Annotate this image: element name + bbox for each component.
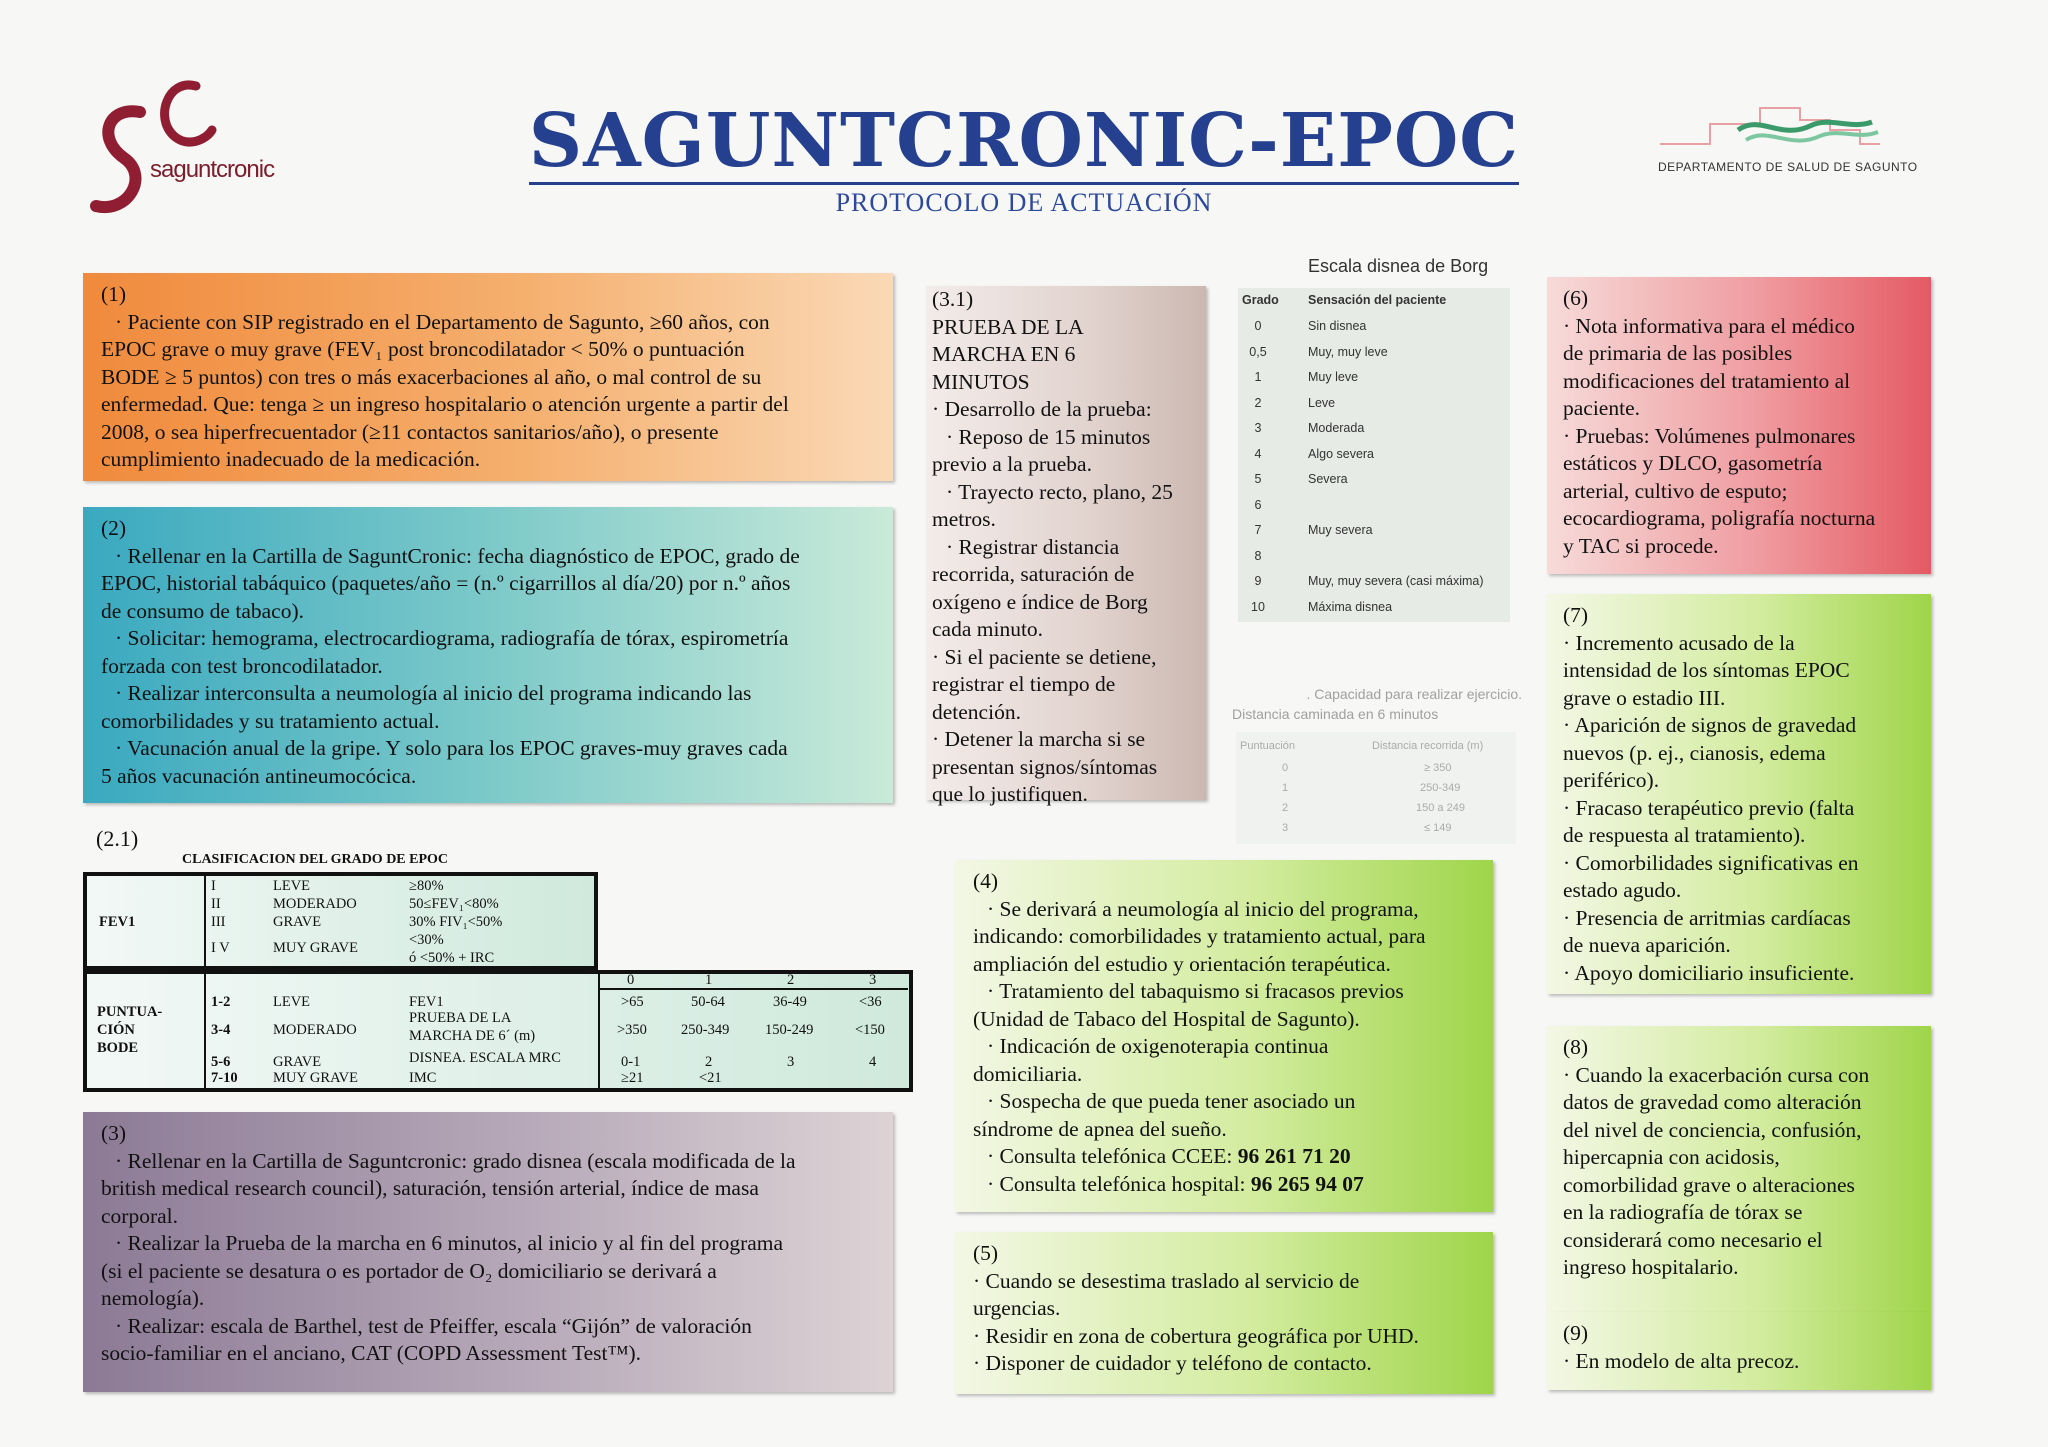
box-3-1-walk-test [926, 286, 1206, 806]
box-8-line: datos de gravedad como alteración [1563, 1090, 1862, 1114]
box-9-early-discharge [1547, 1312, 1931, 1390]
bode-range: 1-2 [211, 994, 231, 1010]
score-cell: 2 [705, 1054, 713, 1070]
walk-header-distance: Distancia recorrida (m) [1372, 740, 1484, 752]
department-logo-icon [1650, 100, 1910, 160]
box-7-line: intensidad de los síntomas EPOC [1563, 658, 1850, 682]
borg-row [1238, 493, 1510, 519]
borg-sensation: Muy severa [1308, 523, 1373, 537]
borg-row [1238, 569, 1510, 595]
walk-caption-line: Distancia caminada en 6 minutos [1232, 706, 1439, 722]
walk-distance: 150 a 249 [1416, 802, 1465, 814]
box-3-1-line: recorrida, saturación de [932, 562, 1135, 586]
box-3-line: · Realizar: escala de Barthel, test de Pfeiffer, escala “Gijón” de valoración [115, 1313, 752, 1338]
box-3-1-line: MINUTOS [932, 369, 1030, 394]
phone-ccee [973, 1143, 1475, 1171]
phone-hospital-label: · Consulta telefónica hospital: [987, 1171, 1251, 1196]
box-7-line: nuevos (p. ej., cianosis, edema [1563, 740, 1826, 765]
box-3-line: nemología). [101, 1286, 205, 1310]
borg-sensation: Muy leve [1308, 370, 1359, 384]
box-5-number: (5) [973, 1241, 999, 1265]
fev-criteria: <30% [409, 932, 444, 948]
score-cell: <36 [859, 994, 882, 1010]
classification-label: (2.1) [96, 826, 139, 851]
fev-grade: MUY GRAVE [273, 940, 358, 956]
box-5-line: · Cuando se desestima traslado al servicio de [973, 1268, 1360, 1293]
box-3-line: (si el paciente se desatura o es portador de O₂ domiciliario se derivará a [101, 1258, 717, 1283]
box-7-line: · Aparición de signos de gravedad [1563, 713, 1857, 737]
borg-row [1238, 518, 1510, 544]
walk-score: 3 [1282, 822, 1289, 834]
borg-sensation: Leve [1308, 395, 1336, 410]
borg-scale-title: Escala disnea de Borg [1308, 256, 1489, 276]
box-3-number: (3) [101, 1121, 127, 1145]
box-1-line: EPOC grave o muy grave (FEV₁ post broncodilatador < 50% o puntuación [101, 337, 745, 361]
borg-grade: 7 [1254, 523, 1262, 537]
box-2-line: de consumo de tabaco). [101, 598, 304, 623]
box-1-line: enfermedad. Que: tenga ≥ un ingreso hospitalario o atención urgente a partir del [101, 392, 789, 416]
score-cell: 4 [869, 1054, 877, 1070]
classification-title: CLASIFICACION DEL GRADO DE EPOC [182, 852, 449, 867]
logo-text: saguntcronic [150, 156, 275, 183]
score-cell: 3 [787, 1054, 795, 1070]
box-2-line: · Rellenar en la Cartilla de SaguntCronic: fecha diagnóstico de EPOC, grado de [115, 543, 800, 568]
box-3-1-line: · Si el paciente se detiene, [932, 644, 1157, 669]
table-divider [598, 988, 908, 990]
box-7-line: · Incremento acusado de la [1563, 630, 1795, 655]
bode-variable: PRUEBA DE LA [409, 1010, 512, 1026]
bode-classification-table [83, 970, 913, 1092]
borg-grade: 8 [1254, 548, 1262, 563]
borg-row [1238, 365, 1510, 391]
box-3-1-line: presentan signos/síntomas [932, 754, 1158, 779]
box-5-line: · Residir en zona de cobertura geográfica por UHD. [973, 1323, 1419, 1348]
box-8-hospital-admission [1547, 1026, 1931, 1312]
box-1-line: cumplimiento inadecuado de la medicación. [101, 447, 481, 471]
box-3-1-line: metros. [932, 507, 996, 531]
borg-sensation: Sin disnea [1308, 319, 1367, 333]
box-2-line: 5 años vacunación antineumocócica. [101, 763, 417, 788]
box-6-number: (6) [1563, 286, 1589, 310]
bode-grade: LEVE [273, 994, 311, 1010]
borg-header-sensation: Sensación del paciente [1308, 293, 1447, 307]
borg-grade: 4 [1254, 446, 1262, 461]
box-6-line: de primaria de las posibles [1563, 341, 1793, 365]
borg-sensation: Máxima disnea [1308, 599, 1393, 614]
box-8-line: considerará como necesario el [1563, 1227, 1823, 1252]
fev-grade: MODERADO [273, 896, 357, 912]
box-8-line: hipercapnia con acidosis, [1563, 1145, 1780, 1169]
box-3-1-line: · Reposo de 15 minutos [946, 424, 1151, 449]
box-6-line: estáticos y DLCO, gasometría [1563, 451, 1823, 475]
box-7-line: · Fracaso terapéutico previo (falta [1563, 795, 1855, 820]
box-7-line: · Presencia de arritmias cardíacas [1563, 905, 1851, 930]
box-4-line: síndrome de apnea del sueño. [973, 1116, 1227, 1141]
bode-range: 5-6 [211, 1054, 231, 1070]
phone-hospital-number[interactable]: 96 265 94 07 [1250, 1171, 1364, 1196]
walk-distance: 250-349 [1420, 782, 1461, 794]
borg-grade: 0,5 [1249, 344, 1267, 359]
fev-roman: II [211, 896, 221, 912]
score-cell: <150 [855, 1022, 885, 1038]
box-6-primary-care-note [1547, 277, 1931, 574]
department-logo [1650, 100, 1918, 180]
box-5-home-hospital [955, 1232, 1493, 1394]
walk-distance-table [1236, 732, 1516, 844]
borg-row [1238, 544, 1510, 570]
box-3-1-number: (3.1) [932, 287, 974, 311]
score-cell: ≥21 [621, 1070, 644, 1086]
box-3-line: · Rellenar en la Cartilla de Saguntcronic: grado disnea (escala modificada de la [115, 1148, 796, 1173]
fev-label: FEV1 [99, 914, 136, 930]
fev-roman: I [211, 878, 216, 894]
borg-row [1238, 595, 1510, 621]
score-header: 3 [869, 972, 877, 988]
borg-grade: 3 [1254, 421, 1262, 435]
box-3-1-line: oxígeno e índice de Borg [932, 589, 1148, 614]
box-3-1-line: registrar el tiempo de [932, 672, 1116, 696]
walk-row [1236, 798, 1516, 818]
borg-row [1238, 467, 1510, 493]
box-8-line: comorbilidad grave o alteraciones [1563, 1172, 1855, 1197]
box-3-1-line: · Trayecto recto, plano, 25 [946, 479, 1173, 504]
score-cell: 0-1 [621, 1054, 641, 1070]
box-4-line: indicando: comorbilidades y tratamiento actual, para [973, 924, 1426, 948]
score-cell: <21 [699, 1070, 722, 1086]
box-2-initial-actions [83, 507, 893, 803]
bode-grade: MODERADO [273, 1022, 357, 1038]
bode-variable: FEV1 [409, 994, 444, 1010]
box-3-1-line: detención. [932, 699, 1021, 724]
phone-ccee-number[interactable]: 96 261 71 20 [1237, 1144, 1351, 1168]
fev-criteria-extra: ó <50% + IRC [409, 950, 495, 966]
walk-row [1236, 758, 1516, 778]
box-7-line: estado agudo. [1563, 878, 1682, 902]
bode-grade: GRAVE [273, 1054, 322, 1070]
bode-variable: DISNEA. ESCALA MRC [409, 1050, 561, 1066]
walk-score: 0 [1282, 762, 1289, 774]
box-4-number: (4) [973, 869, 999, 893]
score-header: 2 [787, 972, 795, 988]
box-7-line: · Apoyo domiciliario insuficiente. [1563, 960, 1855, 985]
box-3-1-line: PRUEBA DE LA [932, 314, 1084, 339]
phone-hospital [973, 1171, 1475, 1199]
walk-distance: ≤ 149 [1424, 822, 1452, 834]
box-3-1-line: que lo justifiquen. [932, 782, 1088, 806]
score-cell: 36-49 [773, 994, 807, 1010]
score-cell: 250-349 [681, 1022, 730, 1038]
table-divider [204, 974, 206, 1088]
box-9-number: (9) [1563, 1321, 1589, 1345]
table-divider [204, 876, 206, 966]
box-4-line: · Tratamiento del tabaquismo si fracasos previos [987, 979, 1404, 1003]
box-8-number: (8) [1563, 1035, 1589, 1059]
box-8-line: ingreso hospitalario. [1563, 1255, 1739, 1279]
fev-roman: I V [211, 940, 230, 956]
box-2-line: comorbilidades y su tratamiento actual. [101, 708, 440, 733]
walk-header-score: Puntuación [1240, 740, 1296, 752]
fev-criteria: 30% FIV₁<50% [409, 914, 503, 930]
box-1-number: (1) [101, 282, 127, 306]
borg-grade: 6 [1254, 497, 1262, 512]
walk-score: 2 [1282, 802, 1289, 814]
walk-caption-line: . Capacidad para realizar ejercicio. [1306, 686, 1522, 702]
fev-roman: III [211, 914, 226, 930]
box-3-line: corporal. [101, 1203, 179, 1228]
score-cell: >350 [617, 1022, 647, 1038]
box-4-line: domiciliaria. [973, 1061, 1083, 1086]
borg-header-grade: Grado [1242, 293, 1279, 307]
box-4-line: ampliación del estudio y orientación terapéutica. [973, 951, 1391, 976]
department-name: DEPARTAMENTO DE SALUD DE SAGUNTO [1658, 160, 1918, 174]
box-2-line: · Realizar interconsulta a neumología al inicio del programa indicando las [115, 681, 752, 705]
page-subtitle: PROTOCOLO DE ACTUACIÓN [835, 188, 1213, 217]
phone-ccee-label: · Consulta telefónica CCEE: [987, 1144, 1238, 1168]
box-7-line: · Comorbilidades significativas en [1563, 850, 1859, 875]
box-5-line: · Disponer de cuidador y teléfono de contacto. [973, 1351, 1372, 1375]
walk-score: 1 [1282, 782, 1289, 794]
fev-criteria: 50≤FEV₁<80% [409, 896, 499, 912]
box-2-line: · Solicitar: hemograma, electrocardiograma, radiografía de tórax, espirometría [115, 626, 789, 650]
box-2-number: (2) [101, 516, 127, 540]
borg-row [1238, 340, 1510, 366]
box-3-line: socio-familiar en el anciano, CAT (COPD Assessment Test™). [101, 1341, 642, 1365]
borg-sensation: Muy, muy severa (casi máxima) [1308, 574, 1484, 588]
walk-row [1236, 818, 1516, 838]
borg-grade: 9 [1254, 574, 1262, 588]
box-4-line: · Sospecha de que pueda tener asociado un [987, 1089, 1356, 1113]
score-cell: 50-64 [691, 994, 725, 1010]
score-cell: >65 [621, 994, 644, 1010]
box-2-line: forzada con test broncodilatador. [101, 653, 383, 678]
score-header: 1 [705, 972, 713, 988]
box-4-line: (Unidad de Tabaco del Hospital de Sagunto). [973, 1006, 1360, 1031]
box-4-line: · Indicación de oxigenoterapia continua [987, 1034, 1329, 1058]
box-8-line: · Cuando la exacerbación cursa con [1563, 1062, 1870, 1087]
borg-grade: 5 [1254, 472, 1262, 486]
box-3-line: british medical research council), saturación, tensión arterial, índice de masa [101, 1176, 759, 1200]
borg-sensation: Algo severa [1308, 446, 1375, 461]
score-header: 0 [627, 972, 635, 988]
borg-row [1238, 416, 1510, 442]
box-3-1-line: · Detener la marcha si se [932, 727, 1146, 751]
box-1-line: 2008, o sea hiperfrecuentador (≥11 contactos sanitarios/año), o presente [101, 419, 719, 444]
bode-grade: MUY GRAVE [273, 1070, 358, 1086]
box-4-line: · Se derivará a neumología al inicio del programa, [987, 896, 1419, 921]
bode-variable: MARCHA DE 6´ (m) [409, 1028, 536, 1044]
box-5-line: urgencias. [973, 1296, 1061, 1320]
box-8-line: en la radiografía de tórax se [1563, 1200, 1803, 1224]
box-2-line: EPOC, historial tabáquico (paquetes/año = (n.º cigarrillos al día/20) por n.º años [101, 571, 791, 595]
box-1-inclusion-criteria [83, 273, 893, 481]
walk-distance-caption [1232, 684, 1522, 724]
box-1-line: BODE ≥ 5 puntos) con tres o más exacerbaciones al año, o mal control de su [101, 364, 762, 389]
box-9-line: · En modelo de alta precoz. [1563, 1348, 1800, 1373]
table-divider [598, 974, 600, 1088]
box-3-assessment [83, 1112, 893, 1392]
borg-sensation: Moderada [1308, 421, 1365, 435]
box-6-line: paciente. [1563, 396, 1640, 420]
box-3-1-line: cada minuto. [932, 617, 1044, 641]
box-6-line: ecocardiograma, poligrafía nocturna [1563, 506, 1876, 530]
box-3-1-line: · Desarrollo de la prueba: [932, 397, 1152, 421]
box-2-line: · Vacunación anual de la gripe. Y solo para los EPOC graves-muy graves cada [115, 736, 788, 760]
box-6-line: y TAC si procede. [1563, 533, 1719, 558]
bode-label: CIÓN [97, 1022, 135, 1038]
borg-row [1238, 314, 1510, 340]
borg-sensation: Muy, muy leve [1308, 344, 1388, 359]
fev-grade: GRAVE [273, 914, 322, 930]
box-7-line: de respuesta al tratamiento). [1563, 823, 1806, 847]
bode-label: BODE [97, 1040, 139, 1056]
box-1-line: · Paciente con SIP registrado en el Departamento de Sagunto, ≥60 años, con [115, 309, 770, 334]
borg-scale-table [1238, 288, 1510, 622]
box-7-exacerbation-signs [1547, 594, 1931, 994]
walk-header-row [1236, 736, 1516, 756]
page-title: SAGUNTCRONIC-EPOC [528, 98, 1520, 184]
box-3-1-line: MARCHA EN 6 [932, 342, 1076, 366]
borg-row [1238, 391, 1510, 417]
borg-row [1238, 442, 1510, 468]
box-4-referral [955, 860, 1493, 1212]
fev-criteria: ≥80% [409, 878, 444, 894]
box-6-line: · Nota informativa para el médico [1563, 313, 1855, 338]
borg-grade: 1 [1254, 370, 1262, 384]
bode-range: 7-10 [211, 1070, 238, 1086]
box-7-line: grave o estadio III. [1563, 685, 1726, 710]
walk-distance: ≥ 350 [1424, 762, 1452, 774]
walk-row [1236, 778, 1516, 798]
box-6-line: arterial, cultivo de esputo; [1563, 478, 1788, 503]
box-7-line: de nueva aparición. [1563, 933, 1731, 957]
box-3-1-line: previo a la prueba. [932, 452, 1092, 476]
box-3-line: · Realizar la Prueba de la marcha en 6 minutos, al inicio y al fin del programa [115, 1231, 784, 1255]
bode-label: PUNTUA- [97, 1004, 163, 1020]
borg-grade: 10 [1251, 599, 1265, 614]
box-3-1-line: · Registrar distancia [946, 534, 1120, 559]
box-6-line: · Pruebas: Volúmenes pulmonares [1563, 423, 1856, 448]
borg-grade: 0 [1254, 319, 1262, 333]
score-cell: 150-249 [765, 1022, 814, 1038]
borg-grade: 2 [1254, 395, 1262, 410]
bode-variable: IMC [409, 1070, 437, 1086]
bode-range: 3-4 [211, 1022, 231, 1038]
borg-sensation: Severa [1308, 472, 1348, 486]
fev-grade: LEVE [273, 878, 311, 894]
box-6-line: modificaciones del tratamiento al [1563, 368, 1851, 393]
box-7-number: (7) [1563, 603, 1589, 627]
fev-classification-table [83, 872, 598, 970]
box-7-line: periférico). [1563, 768, 1660, 792]
box-8-line: del nivel de conciencia, confusión, [1563, 1117, 1862, 1142]
